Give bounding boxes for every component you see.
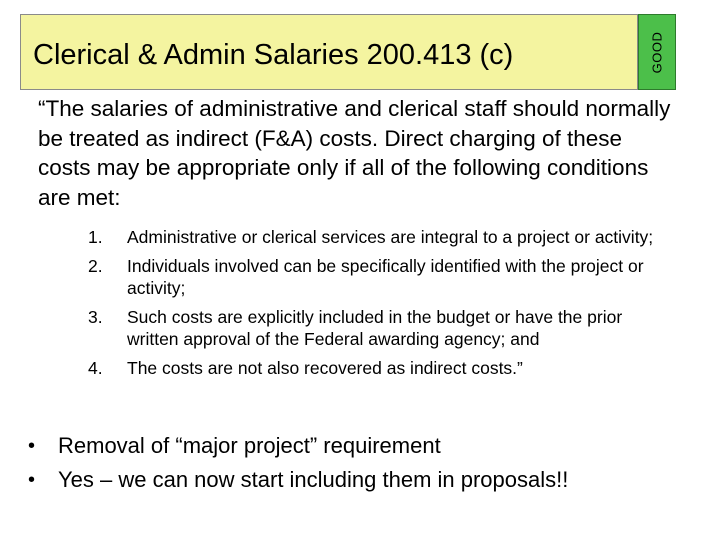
condition-item (88, 226, 674, 249)
good-badge (638, 14, 676, 90)
slide-title: Clerical & Admin Salaries 200.413 (c) (33, 39, 514, 71)
condition-text: Individuals involved can be specifically identified with the project or activity; (127, 255, 644, 298)
condition-item (88, 255, 674, 300)
condition-text: Administrative or clerical services are integral to a project or activity; (127, 227, 654, 247)
bullet-item (28, 432, 688, 460)
condition-number: 2. (88, 255, 103, 276)
condition-text: The costs are not also recovered as indirect costs.” (127, 357, 523, 378)
bullet-list (28, 432, 688, 500)
bullet-dot-icon: • (28, 435, 36, 457)
condition-number: 4. (88, 357, 103, 378)
regulation-quote: “The salaries of administrative and clerical staff should normally be treated as indirect (F&A) costs. Direct charging of these costs may be appropriate only if all of the following conditions are met: (38, 96, 671, 210)
bullet-text: Yes – we can now start including them in proposals!! (58, 467, 569, 492)
condition-item (88, 357, 674, 380)
conditions-list (88, 226, 674, 385)
bullet-text: Removal of “major project” requirement (58, 433, 441, 458)
badge-label: GOOD (649, 31, 665, 73)
condition-text: Such costs are explicitly included in the budget or have the prior written approval of the Federal awarding agency; and (127, 306, 623, 349)
bullet-dot-icon: • (28, 469, 36, 491)
bullet-item (28, 466, 688, 494)
condition-item (88, 306, 674, 351)
condition-number: 1. (88, 227, 103, 247)
title-banner (20, 14, 638, 90)
condition-number: 3. (88, 306, 103, 327)
